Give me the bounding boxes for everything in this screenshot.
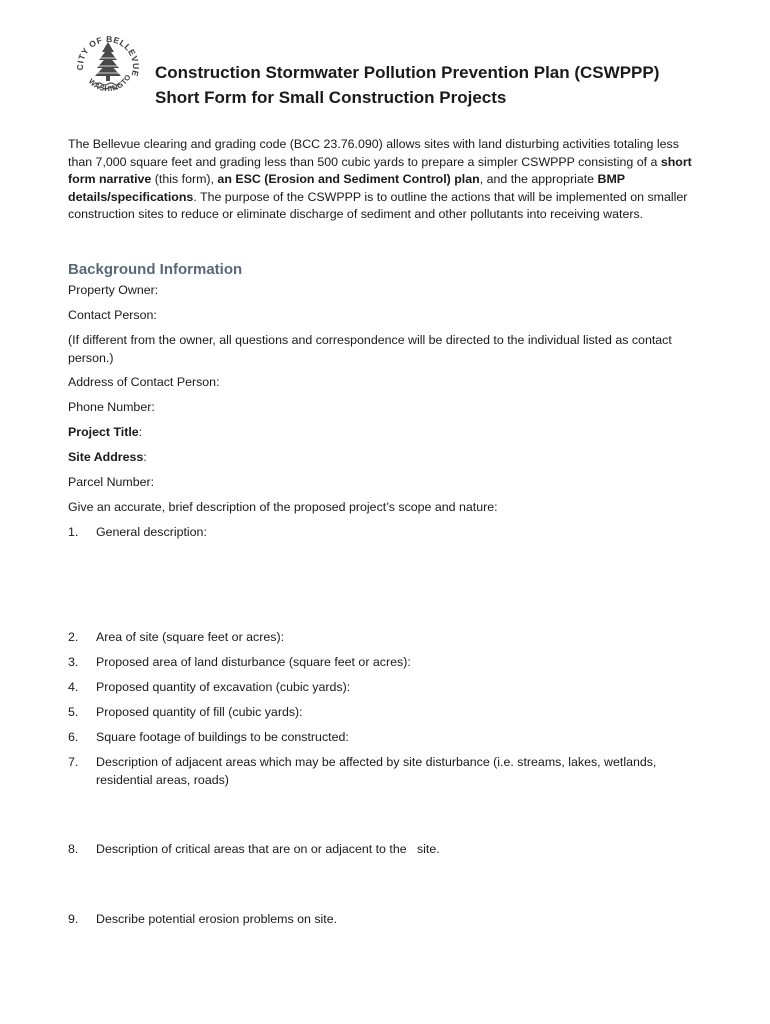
question-8[interactable] — [68, 841, 708, 859]
project-title-field[interactable] — [68, 424, 704, 442]
background-heading: Background Information — [68, 261, 243, 278]
intro-text: The Bellevue clearing and grading code (BCC 23.76.090) allows sites with land disturbing activities totaling less than 7,000 square feet and grading less than 500 cubic yards to prepare a simpler CSWPPP consisting of a — [68, 137, 679, 169]
question-text: Proposed area of land disturbance (square feet or acres): — [96, 655, 411, 669]
intro-text: , and the appropriate — [479, 172, 598, 187]
contact-person-field[interactable] — [68, 307, 704, 325]
contact-person-label: Contact Person: — [68, 308, 157, 322]
phone-number-field[interactable] — [68, 399, 704, 417]
property-owner-label: Property Owner: — [68, 283, 159, 297]
question-number: 3. — [68, 655, 79, 669]
question-text: Area of site (square feet or acres): — [96, 630, 285, 644]
colon: : — [143, 450, 147, 464]
contact-address-field[interactable] — [68, 374, 704, 392]
property-owner-field[interactable] — [68, 282, 704, 300]
question-text: Proposed quantity of excavation (cubic yards): — [96, 680, 351, 694]
intro-bold: BMP details/specifications — [68, 172, 625, 204]
question-5[interactable] — [68, 704, 708, 722]
question-number: 9. — [68, 912, 79, 926]
intro-bold: an ESC (Erosion and Sediment Control) plan — [217, 172, 480, 187]
project-title-label: Project Title — [68, 425, 139, 439]
city-of-bellevue-seal — [72, 22, 144, 108]
parcel-number-field[interactable] — [68, 474, 704, 492]
intro-text: . The purpose of the CSWPPP is to outline the actions that will be implemented on smaller construction sites to reduce or eliminate discharge of sediment and other pollutants into receiving waters. — [68, 189, 688, 222]
document-title — [155, 60, 715, 110]
svg-text:CITY OF BELLEVUE: CITY OF BELLEVUE — [74, 33, 142, 78]
question-text: Proposed quantity of fill (cubic yards): — [96, 705, 303, 719]
question-number: 5. — [68, 705, 79, 719]
question-number: 1. — [68, 525, 79, 539]
question-number: 6. — [68, 730, 79, 744]
colon: : — [138, 425, 143, 439]
intro-paragraph — [68, 136, 704, 224]
title-line-2: Short Form for Small Construction Projects — [155, 88, 507, 107]
question-number: 2. — [68, 630, 79, 644]
site-address-label: Site Address — [68, 450, 144, 464]
question-text: Description of adjacent areas which may be affected by site disturbance (i.e. streams, lakes, wetlands, residential areas, roads) — [96, 755, 657, 787]
contact-note: (If different from the owner, all questions and correspondence will be directed to the individual listed as contact person.) — [68, 333, 672, 365]
question-text: Describe potential erosion problems on site. — [96, 912, 338, 926]
site-address-field[interactable] — [68, 449, 704, 467]
question-4[interactable] — [68, 679, 708, 697]
question-1[interactable] — [68, 524, 708, 542]
question-number: 7. — [68, 755, 79, 769]
intro-text: (this form), — [151, 172, 218, 187]
question-number: 4. — [68, 680, 79, 694]
phone-number-label: Phone Number: — [68, 400, 155, 414]
question-text: General description: — [96, 525, 207, 539]
seal-icon — [72, 22, 144, 108]
description-prompt: Give an accurate, brief description of the proposed project’s scope and nature: — [68, 500, 498, 514]
question-7[interactable] — [68, 754, 708, 789]
parcel-number-label: Parcel Number: — [68, 475, 155, 489]
question-3[interactable] — [68, 654, 708, 672]
contact-address-label: Address of Contact Person: — [68, 375, 220, 389]
question-2[interactable] — [68, 629, 708, 647]
question-text: Square footage of buildings to be constructed: — [96, 730, 349, 744]
title-line-1: Construction Stormwater Pollution Prevention Plan (CSWPPP) — [155, 63, 660, 82]
question-6[interactable] — [68, 729, 708, 747]
question-text: Description of critical areas that are on or adjacent to the site. — [96, 842, 440, 856]
svg-text:WASHINGTON: WASHINGTO — [86, 72, 133, 94]
question-number: 8. — [68, 842, 79, 856]
intro-bold: short form narrative — [68, 154, 692, 187]
question-9[interactable] — [68, 911, 708, 929]
